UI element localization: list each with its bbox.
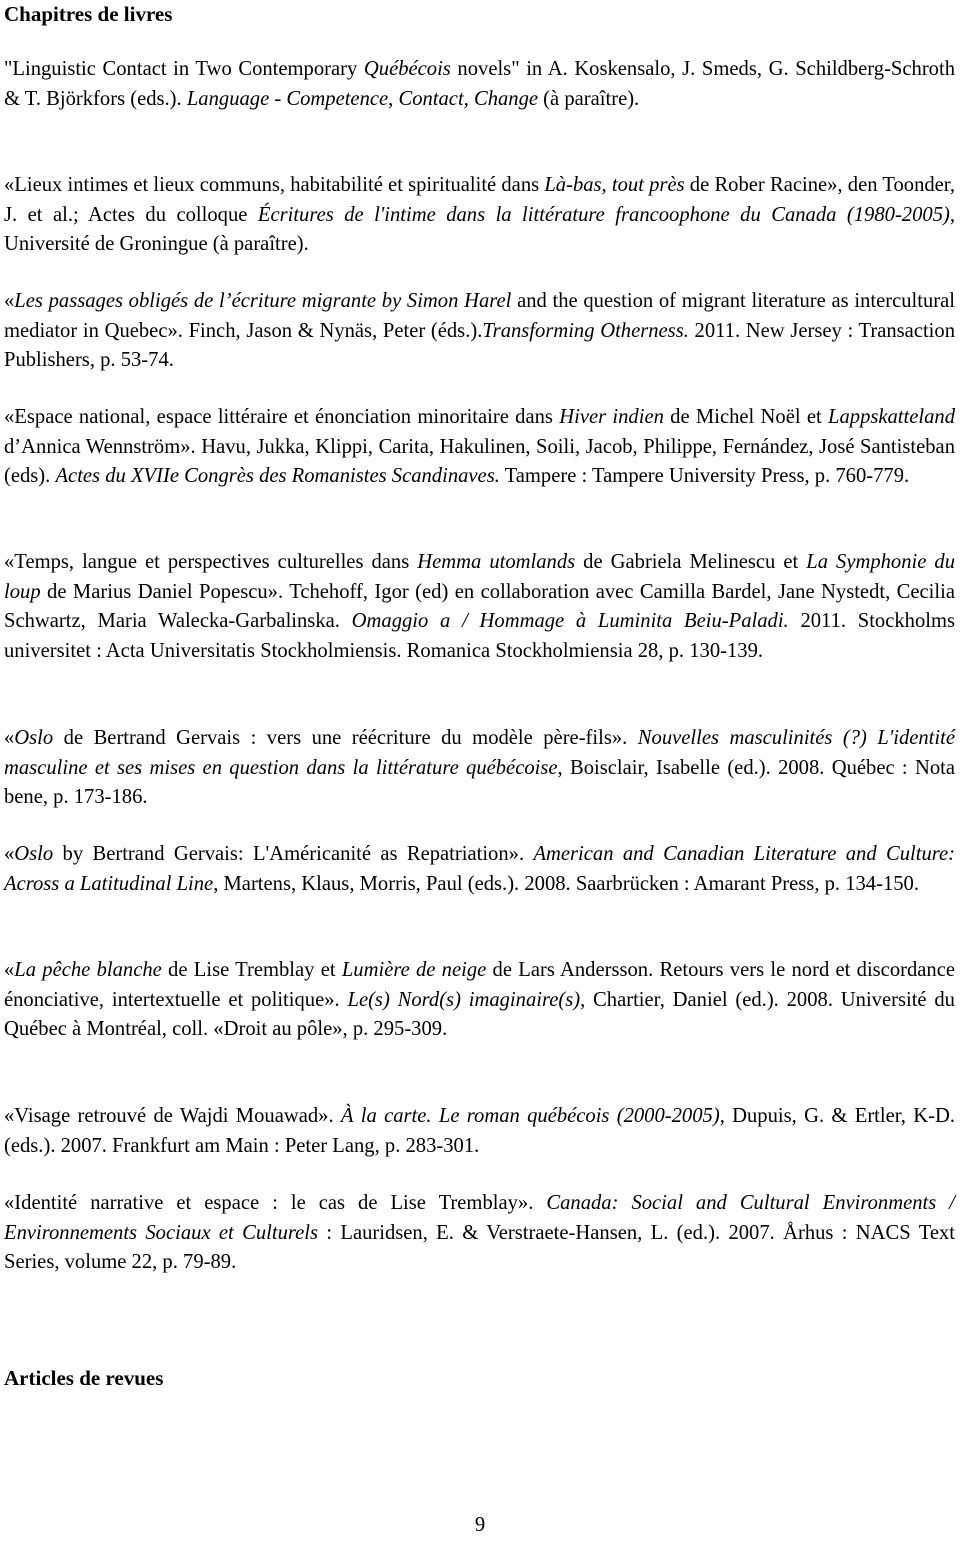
italic-title-text: Lappskatteland	[828, 406, 956, 428]
italic-title-text: Lumière de neige	[341, 959, 487, 981]
italic-title-text: Language - Competence, Contact, Change	[186, 87, 539, 110]
reference-text: de Gabriela Melinescu et	[575, 551, 807, 573]
reference-text: (à paraître).	[538, 87, 640, 110]
italic-title-text: Transforming Otherness.	[482, 319, 689, 342]
reference-entry	[4, 548, 955, 666]
italic-title-text: Nouvelles masculinités (?) L'identité masculine et ses mises en question dans la littérature québécoise	[4, 727, 955, 779]
italic-title-text: Là-bas, tout près	[544, 174, 685, 196]
reference-entry	[4, 840, 955, 899]
italic-title-text: Écritures de l'intime dans la littérature francoophone du Canada (1980-2005),	[257, 203, 956, 226]
italic-title-text: Oslo	[14, 843, 54, 865]
italic-title-text: Hemma utomlands	[417, 551, 576, 573]
reference-text: «	[4, 959, 15, 981]
page-number: 9	[474, 1514, 486, 1536]
reference-text: , Martens, Klaus, Morris, Paul (eds.). 2008. Saarbrücken : Amarant Press, p. 134-150.	[213, 872, 919, 895]
reference-text: de Lars Andersson. Retours vers le nord et discordance énonciative, intertextuelle et politique».	[4, 959, 955, 1011]
reference-text: «Identité narrative et espace : le cas de Lise Tremblay».	[4, 1192, 547, 1214]
reference-text: Tampere : Tampere University Press, p. 760-779.	[499, 465, 910, 487]
reference-text: "Linguistic Contact in Two Contemporary	[4, 58, 364, 80]
reference-text: , Boisclair, Isabelle (ed.). 2008. Québec : Nota bene, p. 173-186.	[4, 756, 955, 808]
reference-text: de Michel Noël et	[663, 406, 829, 428]
italic-title-text: Oslo	[14, 727, 54, 749]
reference-entry	[4, 55, 955, 114]
reference-entry	[4, 403, 955, 492]
reference-entry	[4, 287, 955, 376]
reference-text: «	[4, 843, 15, 865]
reference-text: , Dupuis, G. & Ertler, K-D. (eds.). 2007. Frankfurt am Main : Peter Lang, p. 283-301.	[4, 1105, 955, 1157]
reference-entry	[4, 724, 955, 813]
reference-text: «Temps, langue et perspectives culturelles dans	[4, 551, 418, 573]
italic-title-text: Canada: Social and Cultural Environments / Environnements Sociaux et Culturels	[4, 1192, 955, 1244]
italic-title-text: Actes du XVIIe Congrès des Romanistes Scandinaves.	[55, 465, 500, 487]
reference-text: «Espace national, espace littéraire et énonciation minoritaire dans	[4, 406, 560, 428]
reference-entry	[4, 956, 955, 1045]
italic-title-text: La pêche blanche	[14, 959, 162, 981]
reference-text: : Lauridsen, E. & Verstraete-Hansen, L. (ed.). 2007. Århus : NACS Text Series, volume 22, p. 79-89.	[4, 1221, 955, 1273]
reference-text: and the question of migrant literature as intercultural mediator in Quebec». Finch, Jason & Nynäs, Peter (éds.).	[4, 290, 955, 342]
italic-title-text: Omaggio a / Hommage à Luminita Beiu-Paladi.	[351, 610, 789, 632]
section-heading-chapitres: Chapitres de livres	[4, 2, 173, 26]
reference-text: de Marius Daniel Popescu». Tchehoff, Igor (ed) en collaboration avec Camilla Bardel, Jane Nystedt, Cecilia Schwartz, Maria Walecka-Garbalinska.	[4, 580, 955, 632]
reference-entry	[4, 1189, 955, 1278]
italic-title-text: Hiver indien	[559, 406, 664, 428]
italic-title-text: Les passages obligés de l’écriture migrante by Simon Harel	[14, 290, 512, 312]
reference-text: «	[4, 727, 15, 749]
italic-title-text: La Symphonie du loup	[4, 551, 955, 603]
italic-title-text: American and Canadian Literature and Culture: Across a Latitudinal Line	[4, 843, 955, 895]
reference-text: de Lise Tremblay et	[161, 959, 342, 981]
reference-entry	[4, 1102, 955, 1161]
reference-text: «	[4, 290, 15, 312]
reference-text: de Bertrand Gervais : vers une réécriture du modèle père-fils».	[53, 727, 638, 749]
reference-text: d’Annica Wennström». Havu, Jukka, Klippi, Carita, Hakulinen, Soili, Jacob, Philippe, Fernández, José Santisteban (eds).	[4, 435, 955, 487]
reference-text: «Lieux intimes et lieux communs, habitabilité et spiritualité dans	[4, 174, 545, 196]
reference-text: «Visage retrouvé de Wajdi Mouawad».	[4, 1105, 341, 1127]
italic-title-text: Québécois	[363, 58, 451, 80]
reference-text: de Rober Racine», den Toonder, J. et al.; Actes du colloque	[4, 174, 955, 226]
reference-text: 2011. New Jersey : Transaction Publishers, p. 53-74.	[4, 319, 955, 371]
reference-entry	[4, 171, 955, 260]
section-heading-articles: Articles de revues	[4, 1366, 164, 1390]
reference-text: , Chartier, Daniel (ed.). 2008. Université du Québec à Montréal, coll. «Droit au pôle», p. 295-309.	[4, 988, 955, 1040]
reference-text: by Bertrand Gervais: L'Américanité as Repatriation».	[53, 843, 534, 865]
reference-text: Université de Groningue (à paraître).	[4, 233, 309, 255]
reference-text: novels" in A. Koskensalo, J. Smeds, G. Schildberg-Schroth & T. Björkfors (eds.).	[4, 58, 955, 110]
italic-title-text: Le(s) Nord(s) imaginaire(s)	[347, 988, 581, 1011]
italic-title-text: À la carte. Le roman québécois (2000-2005)	[340, 1105, 720, 1127]
reference-text: 2011. Stockholms universitet : Acta Universitatis Stockholmiensis. Romanica Stockholmiensia 28, p. 130-139.	[4, 610, 956, 662]
